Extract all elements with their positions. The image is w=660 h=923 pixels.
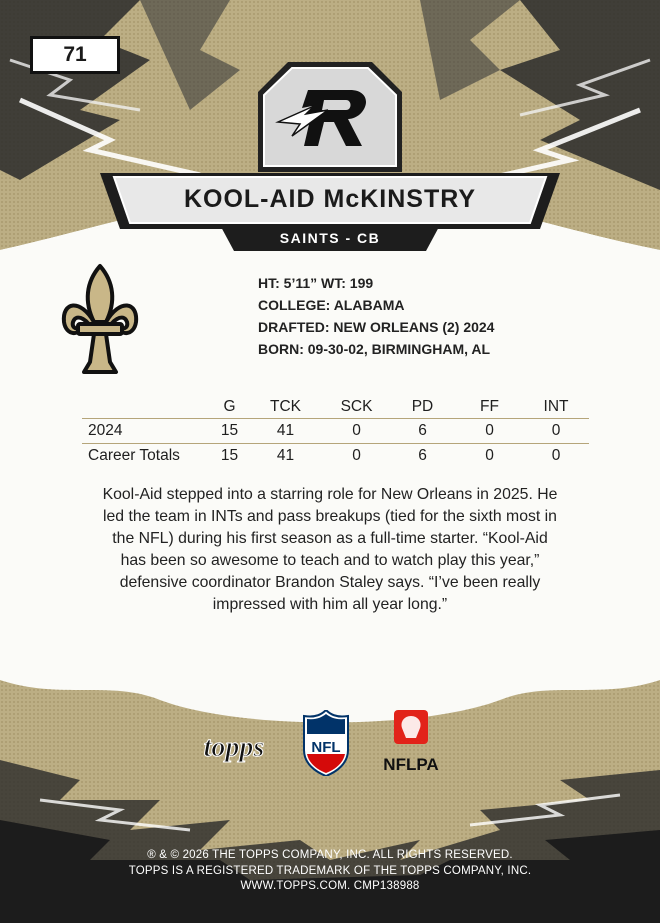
stats-cell: Career Totals: [88, 447, 180, 464]
stats-table: [82, 396, 589, 468]
born: BORN: 09-30-02, BIRMINGHAM, AL: [258, 341, 491, 357]
stats-cell: 2024: [82, 419, 212, 444]
topps-logo-text: topps: [203, 732, 265, 763]
player-name: KOOL-AID McKINSTRY: [183, 184, 477, 213]
stats-header-int: INT: [523, 396, 589, 419]
card-number: 71: [30, 36, 120, 74]
stats-cell: 0: [551, 447, 561, 464]
stats-cell: 0: [456, 419, 523, 444]
stats-header-blank: [82, 396, 212, 419]
blurb-line: has been so awesome to teach and to watch play this year,”: [120, 552, 540, 569]
player-bio: [258, 272, 494, 360]
stats-cell: 0: [523, 419, 589, 444]
stats-cell: 0: [485, 447, 494, 464]
height-weight: HT: 5’11” WT: 199: [258, 275, 374, 291]
saints-fleur-de-lis-logo: [60, 262, 140, 382]
topps-logo: [196, 730, 272, 764]
stats-cell: 6: [418, 447, 427, 464]
nflpa-logo: [380, 708, 442, 780]
table-row: [82, 419, 589, 444]
stats-header-row: [82, 396, 589, 419]
nfl-logo-text: NFL: [311, 739, 341, 756]
legal-line: TOPPS IS A REGISTERED TRADEMARK OF THE TOPPS COMPANY, INC.: [128, 864, 532, 877]
stats-header-g: G: [212, 396, 247, 419]
stats-header-sck: SCK: [324, 396, 389, 419]
brand-logo-badge: [258, 62, 402, 172]
legal-footer: [0, 848, 660, 895]
drafted: DRAFTED: NEW ORLEANS (2) 2024: [258, 319, 495, 335]
nfl-shield-logo: [300, 710, 352, 776]
stats-cell: 0: [352, 447, 361, 464]
blurb-line: the NFL) during his first season as a full-time starter. “Kool-Aid: [112, 530, 548, 547]
stats-cell: 0: [324, 419, 389, 444]
stats-header-tck: TCK: [247, 396, 324, 419]
college: COLLEGE: ALABAMA: [258, 297, 405, 313]
stats-header-ff: FF: [456, 396, 523, 419]
legal-line: WWW.TOPPS.COM. CMP138988: [240, 880, 420, 892]
stats-cell: 15: [220, 447, 239, 464]
stats-cell: 41: [247, 419, 324, 444]
blurb-line: Kool-Aid stepped into a starring role for New Orleans in 2025. He: [102, 486, 558, 503]
player-blurb: [28, 484, 632, 616]
team-position: SAINTS - CB: [279, 230, 381, 246]
nflpa-logo-text: NFLPA: [383, 755, 439, 774]
stats-header-pd: PD: [389, 396, 456, 419]
stats-cell: 6: [389, 419, 456, 444]
table-row: [82, 444, 589, 469]
blurb-line: led the team in INTs and pass breakups (tied for the sixth most in: [103, 508, 557, 525]
legal-line: ® & © 2026 THE TOPPS COMPANY, INC. ALL RIGHTS RESERVED.: [147, 849, 513, 861]
stats-cell: 15: [212, 419, 247, 444]
blurb-line: defensive coordinator Brandon Staley says. “I’ve been really: [119, 574, 541, 591]
stats-cell: 41: [276, 447, 295, 464]
blurb-line: impressed with him all year long.”: [212, 596, 448, 613]
